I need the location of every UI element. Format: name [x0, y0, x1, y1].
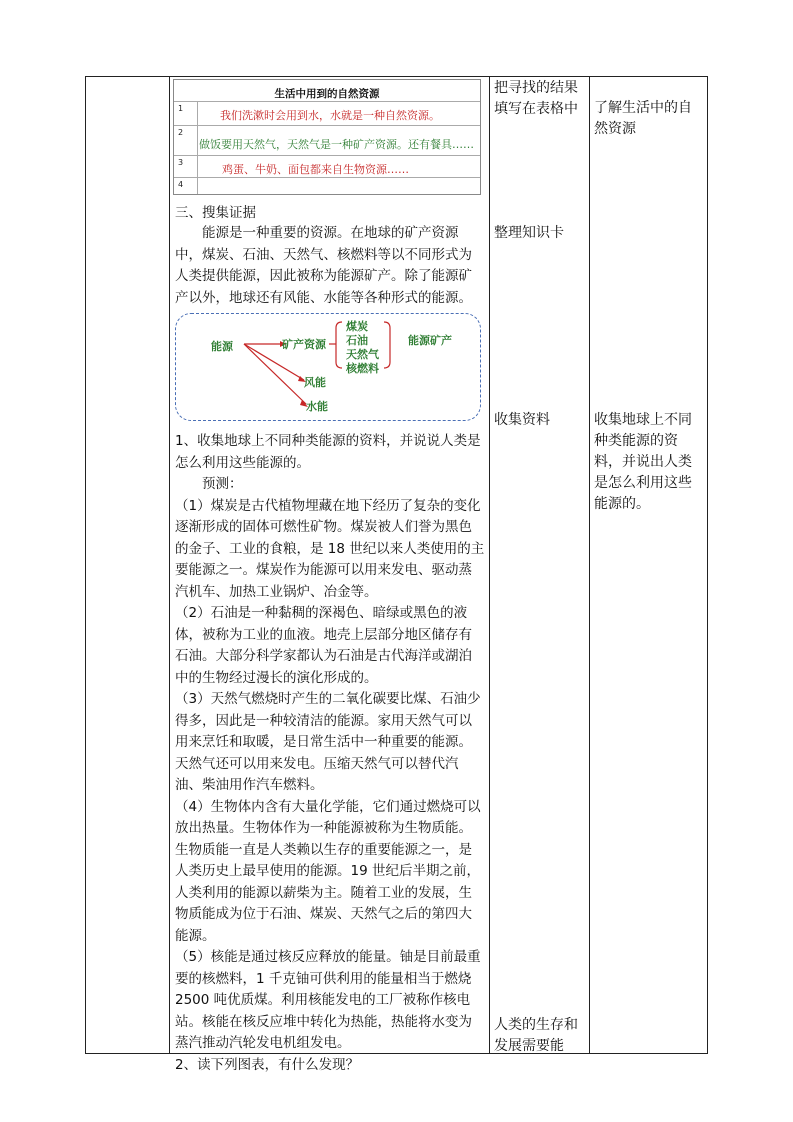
- table-border-top: [85, 76, 708, 77]
- diagram-water: 水能: [306, 400, 328, 413]
- predict-label: 预测：: [202, 476, 243, 492]
- prediction-item: （2）石油是一种黏稠的深褐色、暗绿或黑色的液体，被称为工业的血液。地壳上层部分地区储存有石油。大部分科学家都认为石油是古代海洋或湖泊中的生物经过漫长的演化形成的。: [175, 605, 472, 686]
- col3-collect-info: 收集资料: [494, 412, 550, 428]
- col3-human-needs: 人类的生存和发展需要能: [494, 1017, 578, 1054]
- table-row: [174, 177, 480, 196]
- task-2-text: 2、读下列图表，有什么发现？: [175, 1056, 360, 1073]
- row-text: 鸡蛋、牛奶、面包都来自生物资源……: [222, 163, 409, 176]
- table-border-col2: [169, 76, 170, 1054]
- diagram-lines: [176, 314, 482, 422]
- natural-resources-table: [173, 79, 481, 195]
- inner-table-title: 生活中用到的自然资源: [274, 88, 380, 100]
- energy-diagram: [175, 313, 481, 421]
- table-row: [174, 155, 480, 178]
- row-number: 3: [178, 158, 184, 167]
- diagram-item-oil: 石油: [346, 334, 368, 347]
- section-heading: 三、搜集证据: [175, 205, 256, 221]
- prediction-item: （5）核能是通过核反应释放的能量。铀是目前最重要的核燃料，1 千克铀可供利用的能量相当于燃烧 2500 吨优质煤。利用核能发电的工厂被称作核电站。核能在核反应堆中转化为热能，热能将水变为蒸汽推动汽轮发电机组发电。: [175, 949, 481, 1051]
- prediction-item: （3）天然气燃烧时产生的二氧化碳要比煤、石油少得多，因此是一种较清洁的能源。家用天然气可以用来烹饪和取暖，是日常生活中一种重要的能源。天然气还可以用来发电。压缩天然气可以替代汽油、柴油用作汽车燃料。: [175, 691, 481, 793]
- col3-knowledge-card: 整理知识卡: [494, 225, 564, 241]
- table-border-col4: [589, 76, 590, 1054]
- table-border-left: [85, 76, 86, 1054]
- diagram-mineral: 矿产资源: [282, 338, 326, 351]
- table-border-right: [707, 76, 708, 1054]
- diagram-wind: 风能: [304, 376, 326, 389]
- col4-collect-energy: 收集地球上不同种类能源的资料，并说出人类是怎么利用这些能源的。: [594, 412, 692, 512]
- row-text: 我们洗漱时会用到水，水就是一种自然资源。: [220, 109, 440, 122]
- diagram-item-coal: 煤炭: [346, 320, 368, 333]
- task-1: [175, 431, 485, 1076]
- col4-understand-resources: 了解生活中的自然资源: [594, 100, 692, 137]
- row-number: 4: [178, 180, 184, 189]
- intro-paragraph: [175, 223, 485, 309]
- prediction-item: （1）煤炭是古代植物埋藏在地下经历了复杂的变化逐渐形成的固体可燃性矿物。煤炭被人们誉为黑色的金子、工业的食粮，是 18 世纪以来人类使用的主要能源之一。煤炭作为能源可以用来发电、驱动蒸汽机车、加热工业锅炉、冶金等。: [175, 497, 485, 600]
- row-text: 做饭要用天然气，天然气是一种矿产资源。还有餐具……: [199, 138, 474, 151]
- prediction-item: （4）生物体内含有大量化学能，它们通过燃烧可以放出热量。生物体作为一种能源被称为生物质能。生物质能一直是人类赖以生存的重要能源之一，是人类历史上最早使用的能源。19 世纪后半期之前，人类利用的能源以薪柴为主。随着工业的发展，生物质能成为位于石油、煤炭、天然气之后的第四大能源。: [175, 798, 481, 944]
- row-number: 1: [178, 104, 184, 113]
- task-1-text: 1、收集地球上不同种类能源的资料，并说说人类是怎么利用这些能源的。: [175, 433, 481, 471]
- table-border-col3: [489, 76, 490, 1054]
- col3-fill-table: 把寻找的结果填写在表格中: [494, 80, 578, 117]
- row-number: 2: [178, 128, 184, 137]
- intro-text: 能源是一种重要的资源。在地球的矿产资源中，煤炭、石油、天然气、核燃料等以不同形式为人类提供能源，因此被称为能源矿产。除了能源矿产以外，地球还有风能、水能等各种形式的能源。: [175, 225, 472, 306]
- table-row: [174, 101, 480, 126]
- diagram-group-label: 能源矿产: [408, 334, 452, 347]
- table-row: [174, 125, 480, 156]
- diagram-item-gas: 天然气: [346, 348, 379, 361]
- diagram-root: 能源: [211, 340, 233, 353]
- diagram-item-nuclear: 核燃料: [346, 362, 379, 375]
